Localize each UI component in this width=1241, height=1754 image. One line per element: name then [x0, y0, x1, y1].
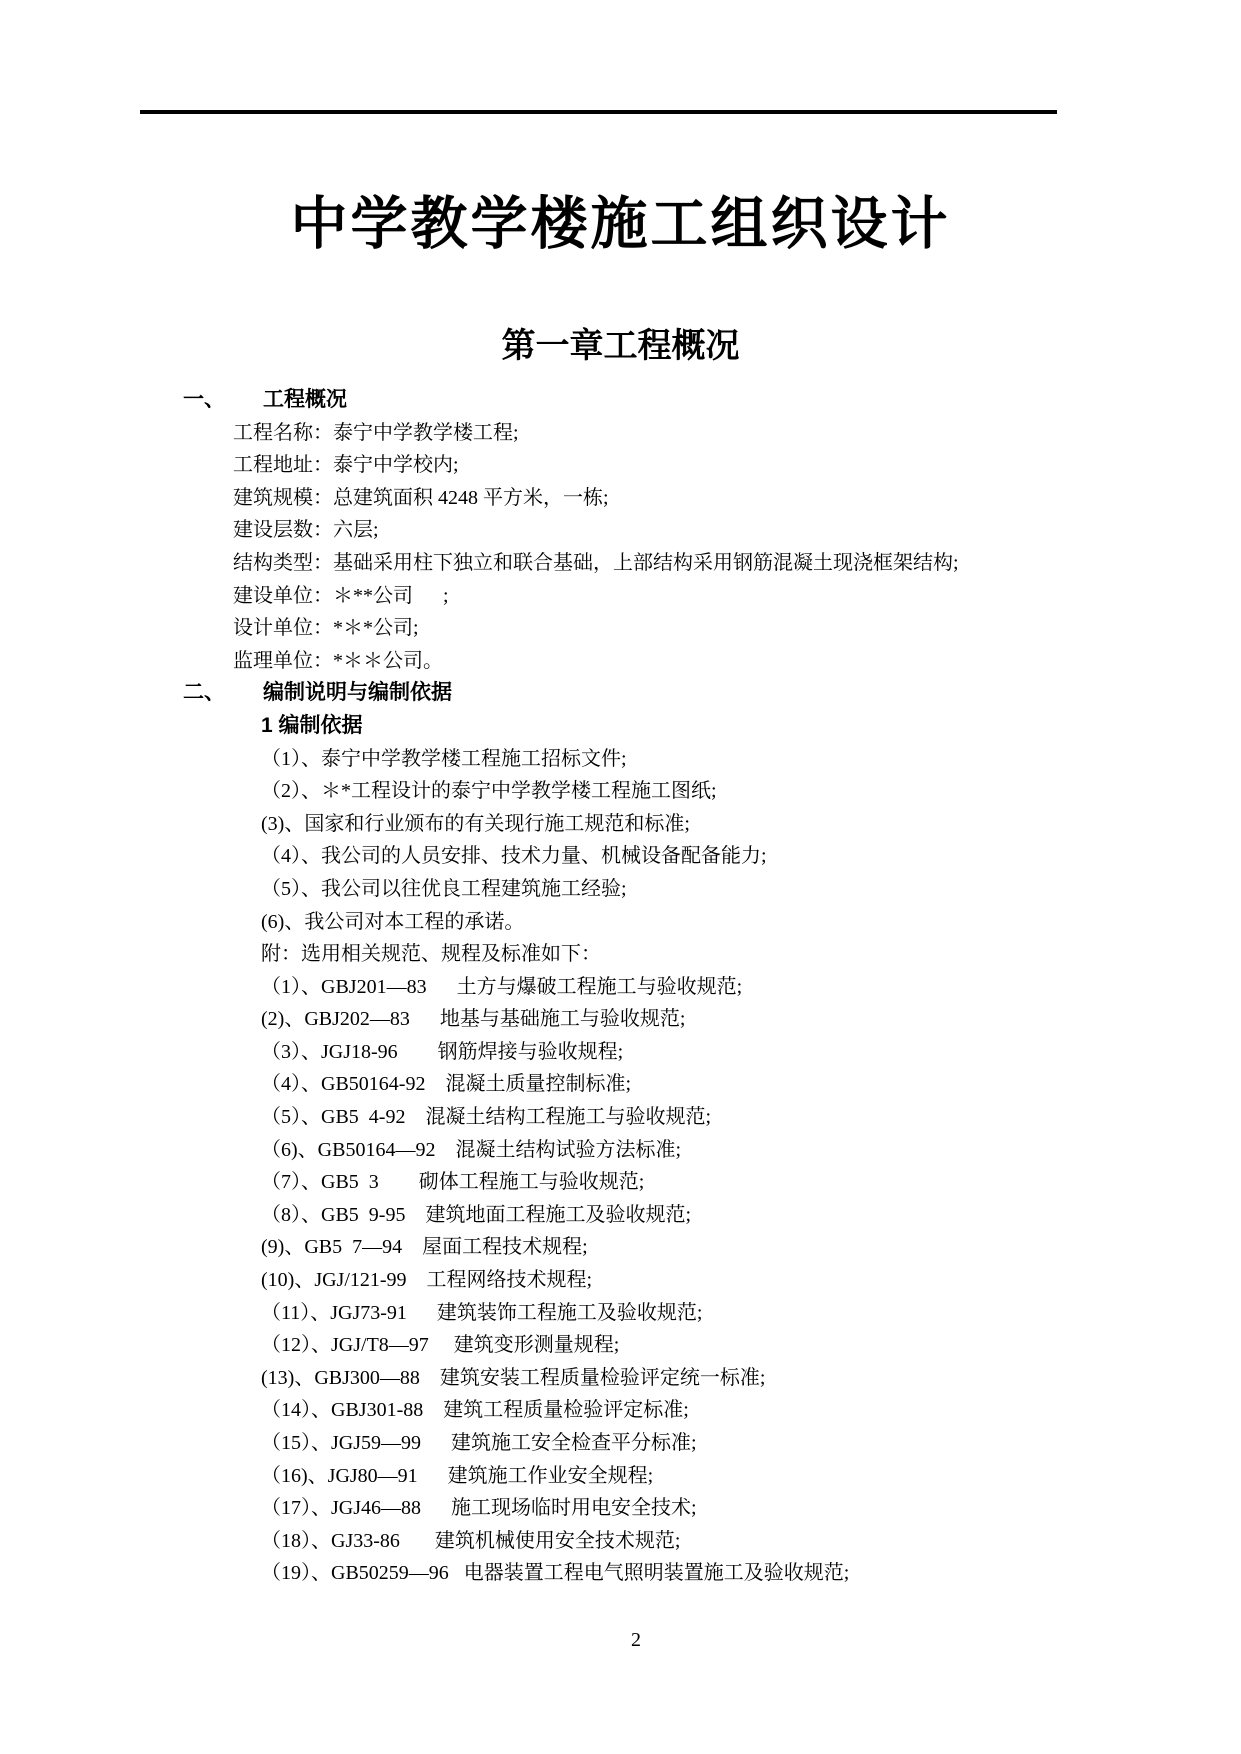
- document-body: [0, 384, 1241, 1590]
- standard-item: （11）、JGJ73-91 建筑装饰工程施工及验收规范;: [261, 1301, 703, 1324]
- standard-item: （19）、GB50259—96 电器装置工程电气照明装置施工及验收规范;: [261, 1562, 850, 1585]
- section-2-heading: 编制说明与编制依据: [263, 681, 452, 705]
- standard-item: （18）、GJ33-86 建筑机械使用安全技术规范;: [261, 1529, 681, 1552]
- standard-item: （5）、GB5 4-92 混凝土结构工程施工与验收规范;: [261, 1106, 711, 1129]
- list-item: (3)、国家和行业颁布的有关现行施工规范和标准;: [261, 812, 690, 835]
- standard-item: （16)、JGJ80—91 建筑施工作业安全规程;: [261, 1464, 654, 1487]
- subsection-heading: 1 编制依据: [261, 713, 363, 737]
- list-item: （5）、我公司以往优良工程建筑施工经验;: [261, 877, 627, 900]
- list-item: （1）、泰宁中学教学楼工程施工招标文件;: [261, 747, 627, 770]
- chapter-heading: 第一章工程概况: [501, 328, 740, 365]
- section-2-heading-row: [0, 677, 1241, 710]
- standard-item: （7）、GB5 3 砌体工程施工与验收规范;: [261, 1171, 645, 1194]
- standard-item: （6)、GB50164—92 混凝土结构试验方法标准;: [261, 1138, 681, 1161]
- body-line: 建筑规模：总建筑面积 4248 平方米，一栋;: [233, 486, 609, 509]
- body-line: 建设层数：六层;: [233, 519, 379, 542]
- page-number: 2: [631, 1629, 641, 1651]
- list-item: （2）、＊*工程设计的泰宁中学教学楼工程施工图纸;: [261, 780, 717, 803]
- standard-item: (13)、GBJ300—88 建筑安装工程质量检验评定统一标准;: [261, 1366, 766, 1389]
- section-1-heading-row: [0, 384, 1241, 417]
- section-2-marker: 二、: [183, 681, 225, 705]
- standard-item: （14）、GBJ301-88 建筑工程质量检验评定标准;: [261, 1399, 689, 1422]
- body-line: 工程地址：泰宁中学校内;: [233, 454, 459, 477]
- attachment-note: 附：选用相关规范、规程及标准如下：: [261, 943, 601, 966]
- standard-item: (2)、GBJ202—83 地基与基础施工与验收规范;: [261, 1008, 686, 1031]
- standard-item: （4）、GB50164-92 混凝土质量控制标准;: [261, 1073, 631, 1096]
- body-line: 工程名称：泰宁中学教学楼工程;: [233, 421, 519, 444]
- list-item: （4）、我公司的人员安排、技术力量、机械设备配备能力;: [261, 845, 767, 868]
- standard-item: （8）、GB5 9-95 建筑地面工程施工及验收规范;: [261, 1203, 691, 1226]
- section-1-heading: 工程概况: [263, 388, 347, 411]
- standard-item: (10)、JGJ/121-99 工程网络技术规程;: [261, 1269, 593, 1292]
- standard-item: （12）、JGJ/T8—97 建筑变形测量规程;: [261, 1334, 620, 1357]
- document-title: 中学教学楼施工组织设计: [290, 193, 951, 256]
- standard-item: （17）、JGJ46—88 施工现场临时用电安全技术;: [261, 1497, 697, 1520]
- body-line: 建设单位：＊**公司 ;: [233, 584, 449, 607]
- standard-item: （15）、JGJ59—99 建筑施工安全检查平分标准;: [261, 1432, 697, 1454]
- section-1-marker: 一、: [183, 388, 225, 411]
- body-line: 结构类型：基础采用柱下独立和联合基础，上部结构采用钢筋混凝土现浇框架结构;: [233, 551, 959, 574]
- body-line: 监理单位：*＊＊公司。: [233, 649, 443, 672]
- header-rule: [140, 110, 1057, 114]
- standard-item: (9)、GB5 7—94 屋面工程技术规程;: [261, 1236, 588, 1259]
- body-line: 设计单位：*＊*公司;: [233, 617, 419, 640]
- list-item: (6)、我公司对本工程的承诺。: [261, 910, 525, 933]
- standard-item: （3）、JGJ18-96 钢筋焊接与验收规程;: [261, 1040, 624, 1063]
- standard-item: （1）、GBJ201—83 土方与爆破工程施工与验收规范;: [261, 975, 743, 998]
